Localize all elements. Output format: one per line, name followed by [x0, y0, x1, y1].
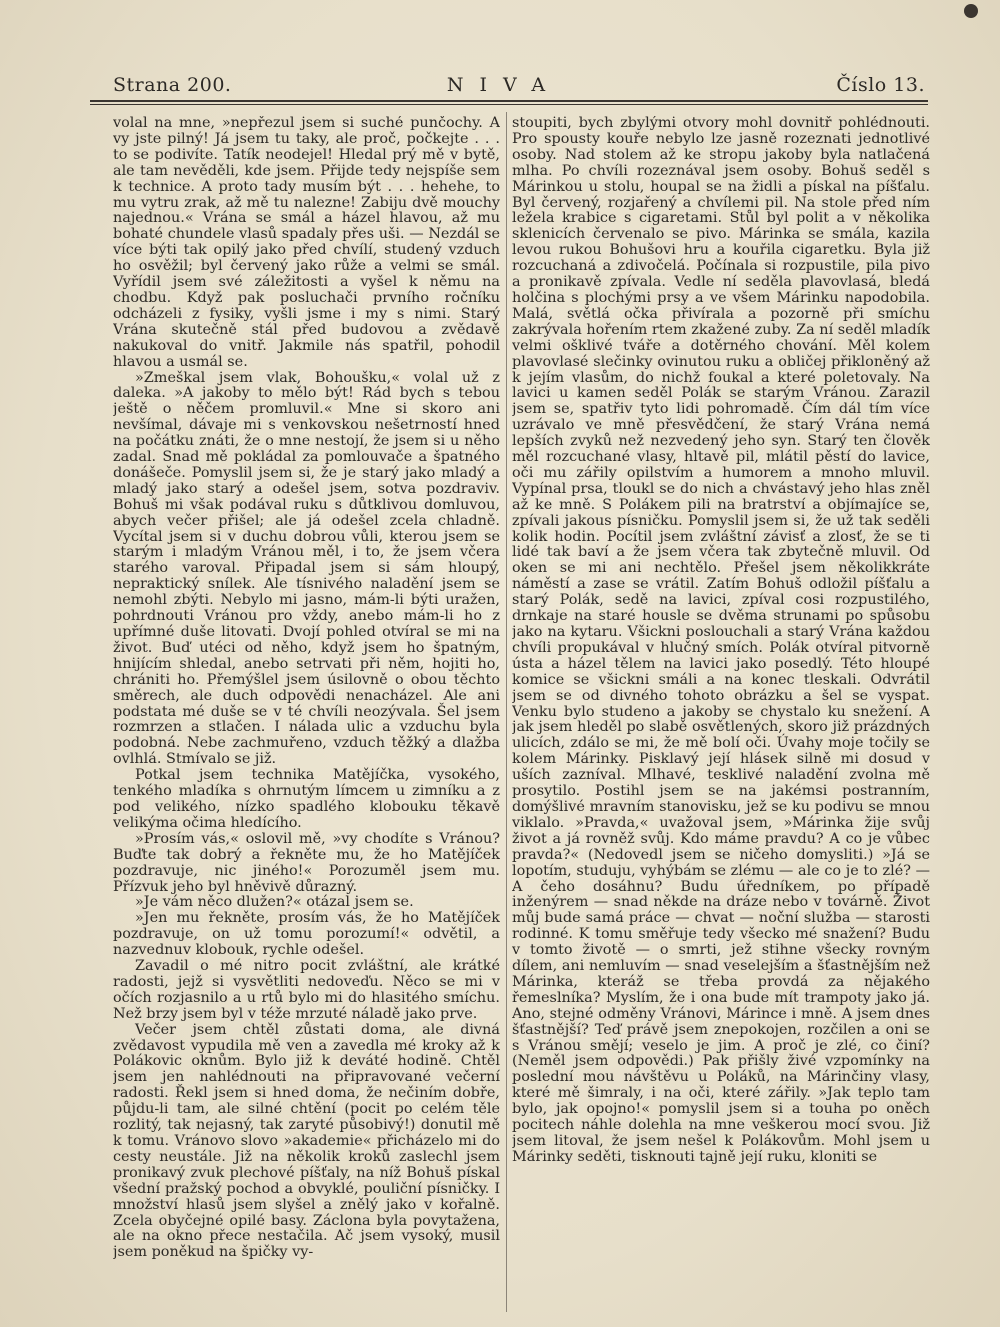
paragraph: »Prosím vás,« oslovil mě, »vy chodíte s Vránou? Buďte tak dobrý a řekněte mu, že ho Matějíček pozdravuje, nic jiného!« Porozuměl jsem mu. Přízvuk jeho byl hněvivě důrazný. — [113, 830, 500, 895]
left-column — [113, 116, 500, 1311]
column-divider — [506, 112, 507, 1312]
paragraph: »Je vám něco dlužen?« otázal jsem se. — [135, 894, 414, 911]
paragraph: Večer jsem chtěl zůstati doma, ale divná zvědavost vypudila mě ven a zavedla mé kroky až k Polákovic oknům. Bylo již k deváté hodině. Chtěl jsem jen nahlédnouti na připravované večerní radosti. Řekl jsem si hned doma, že nečiním dobře, půjdu-li tam, ale silné chtění (pocit po celém těle rozlitý, tak nejasný, tak zaryté působivý!) donutil mě k tomu. Vránovo slovo »akademie« přicházelo mi do cesty neustále. Již na několik kroků zaslechl jsem pronikavý zvuk plechové píšťaly, na níž Bohuš pískal všední pražský pochod a obvyklé, pouliční písničky. I množství hlasů jsem slyšel a znělý jako v kořalně. Zcela obyčejné opilé basy. Záclona byla povytažena, ale na okno přece nestačila. Ač jsem vysoký, musil jsem poněkud na špičky vy- — [113, 1021, 500, 1261]
paragraph: stoupiti, bych zbylými otvory mohl dovnitř pohlédnouti. Pro spousty kouře nebylo lze jasně rozeznati jednotlivé osoby. Nad stolem až ke stropu jakoby byla natlačená mlha. Po chvíli rozeznával jsem osoby. Bohuš seděl s Márinkou u stolu, houpal se na židli a pískal na píšťalu. Byl červený, rozjařený a chvílemi pil. Na stole před ním ležela krabice s cigaretami. Stůl byl polit a v několika sklenicích červenalo se pivo. Márinka se smála, kazila levou rukou Bohušovi hru a kouřila cigaretku. Byla již rozcuchaná a zdivočelá. Počínala si rozpustile, pila pivo a pronikavě zpívala. Vedle ní seděla plavovlasá, bledá holčina s plochými prsy a ve všem Márinku napodobila. Malá, světlá očka přivírala a pozorně při smíchu zakrývala hořením rtem zkažené zuby. Za ní seděl mladík velmi ošklivé tváře a dotěrného chování. Měl kolem plavovlasé slečinky ovinutou ruku a obličej přikloněný až k jejím vlasům, do nichž foukal a které poletovaly. Na lavici u kamen seděl Polák se starým Vránou. Zarazil jsem se, spatřiv tyto lidi pohromadě. Čím dál tím více uzrávalo ve mně přesvědčení, že starý Vrána nemá lepších zvyků než nezvedený jeho syn. Starý ten člověk měl rozcuchané vlasy, hltavě pil, mlátil pěstí do lavice, oči mu zářily opilstvím a humorem a mnoho mluvil. Vypínal prsa, tloukl se do nich a chvástavý jeho hlas zněl až ke mně. S Polákem pili na bratrství a objímajíce se, zpívali jakous písničku. Pomyslil jsem si, že už tak seděli kolik hodin. Pocítil jsem zvláštní závisť a zlosť, že se ti lidé tak baví a že jsem včera tak zbytečně mluvil. Od oken se mi ani nechtělo. Přešel jsem několikkráte náměstí a zase se vrátil. Zatím Bohuš odložil píšťalu a starý Polák, sedě na lavici, zpíval cosi rozpustilého, drnkaje na staré housle se dvěma strunami po spůsobu jako na kytaru. Všickni poslouchali a starý Vrána každou chvíli propukával v hlučný smích. Polák otvíral pitvorně ústa a házel tělem na lavici jako posedlý. Této hloupé komice se všickni smáli a na konec tleskali. Odvrátil jsem se od divného tohoto obrázku a šel se vyspat. Venku bylo studeno a jakoby se chystalo ku snežení. A jak jsem hleděl po slabě osvětlených, skoro již prázdných ulicích, zdálo se mi, že mě bolí oči. Úvahy moje točily se kolem Márinky. Pisklavý její hlásek silně mi dosud v uších zazníval. Mlhavé, tesklivé naladění zvolna mě prosytilo. Postihl jsem se na jakémsi postranním, domýšlivé mravním stanovisku, jež se ku podivu se mnou viklalo. »Pravda,« uvažoval jsem, »Márinka žije svůj život a já rovněž svůj. Kdo máme pravdu? A co je vůbec pravda?« (Nedovedl jsem se ničeho domysliti.) »Já se lopotím, studuju, vyhýbám se zlému — ale co je to zlé? — A čeho dosáhnu? Budu úředníkem, po případě inženýrem — snad někde na dráze nebo v továrně. Život můj bude samá práce — chvat — noční služba — starosti rodinné. K tomu směřuje tedy všecko mé snažení? Budu v tomto životě — o smrti, jež stihne všecky rovným dílem, ani nemluvím — snad veselejším a šťastnějším než Márinka, kteráž se třeba provdá za nějakého řemeslníka? Myslím, že i ona bude mít trampoty jako já. Ano, stejné odměny Vránovi, Márince i mně. A jsem dnes šťastnější? Teď právě jsem znepokojen, rozčilen a oni se s Vránou smějí; veselo je jim. A proč je zlé, co činí? (Neměl jsem odpovědi.) Pak přišly živé vzpomínky na poslední mou návštěvu u Poláků, na Márinčiny vlasy, které mě šimraly, i na oči, které zářily. »Jak teplo tam bylo, jak opojno!« pomyslil jsem si a touha po oněch pocitech náhle dolehla na mne veškerou mocí svou. Již jsem litoval, že jsem nešel k Polákovům. Mohl jsem u Márinky seděti, tisknouti tajně její ruku, kloniti se — [512, 116, 930, 1165]
paragraph: »Jen mu řekněte, prosím vás, že ho Matějíček pozdravuje, on už tomu porozumí!« odvětil, a nazvednuv klobouk, rychle odešel. — [113, 910, 500, 959]
ink-spot — [964, 4, 978, 18]
paragraph: Potkal jsem technika Matějíčka, vysokého, tenkého mladíka s ohrnutým límcem u zimníku a z pod velikého, nízko spadlého klobouku těkavě velikýma očima hledícího. — [113, 767, 500, 831]
journal-title: NIVA — [446, 74, 562, 96]
right-column — [512, 116, 930, 1311]
page-header — [113, 70, 925, 100]
paragraph: »Zmeškal jsem vlak, Bohoušku,« volal už z daleka. »A jakoby to mělo být! Rád bych s tebou ještě o něčem promluvil.« Mne si skoro ani nevšímal, dávaje mi s venkovskou nešetrností hned na počátku znáti, že o mne nestojí, že jsem si u něho zadal. Snad mě pokládal za pomlouvače a špatného donášeče. Pomyslil jsem si, že je starý jako mladý a mladý jako starý a odešel jsem, sotva pozdraviv. Bohuš mi však podával ruku s důtklivou domluvou, abych večer přišel; ale já odešel zcela chladně. Vycítal jsem si v duchu dobrou vůli, kterou jsem se starým i mladým Vránou měl, i to, že jsem včera starého varoval. Připadal jsem si sám hloupý, nepraktický snílek. Ale tísnivého naladění jsem se nemohl zbýti. Nebylo mi jasno, mám-li býti uražen, pohrdnouti Vránou pro vždy, anebo mám-li ho z upřímné duše litovati. Dvojí pohled otvíral se mi na život. Buď utéci od něho, když jsem ho špatným, hnijícím shledal, anebo setrvati při něm, hojiti ho, chrániti ho. Přemýšlel jsem úsilovně o obou těchto směrech, ale duch odpovědi nenacházel. Ale ani podstata mé duše se v té chvíli neozývala. Šel jsem rozmrzen a stlačen. I nálada ulic a vzduchu byla podobná. Nebe zachmuřeno, vzduch těžký a dlažba ovlhlá. Stmívalo se již. — [113, 369, 500, 768]
paragraph: volal na mne, »nepřezul jsem si suché punčochy. A vy jste pilný! Já jsem tu taky, ale proč, počkejte . . . to se podivíte. Tatík neodejel! Hledal prý mě v bytě, ale tam nevěděli, kde jsem. Přijde tedy nejspíše sem k technice. A proto tady musím být . . . hehehe, to mu vytru zrak, až mě tu nalezne! Zabiju dvě mouchy najednou.« Vrána se smál a házel hlavou, až mu bohaté chundele vlasů spadaly přes uši. — Nezdál se více býti tak opilý jako před chvílí, studený vzduch ho osvěžil; byl červený jako růže a velmi se smál. Vyřídil jsem své záležitosti a vyšel k němu na chodbu. Když pak posluchači prvního ročníku odcházeli z fysiky, vyšli jsme i my s nimi. Starý Vrána skutečně stál před budovou a zvědavě nakukoval do vnitř. Jakmile nás spatřil, pohodil hlavou a usmál se. — [113, 116, 500, 370]
issue-number: Číslo 13. — [836, 74, 925, 96]
header-rule-thick — [90, 100, 928, 102]
header-rule-thin — [90, 104, 928, 105]
paragraph: Zavadil o mé nitro pocit zvláštní, ale krátké radosti, jejž si vysvětliti nedoveďu. Něco se mi v očích rozjasnilo a u rtů bylo mi do hlasitého smíchu. Než brzy jsem byl v téže mrzuté náladě jako prve. — [113, 958, 500, 1022]
page-number: Strana 200. — [113, 74, 232, 96]
